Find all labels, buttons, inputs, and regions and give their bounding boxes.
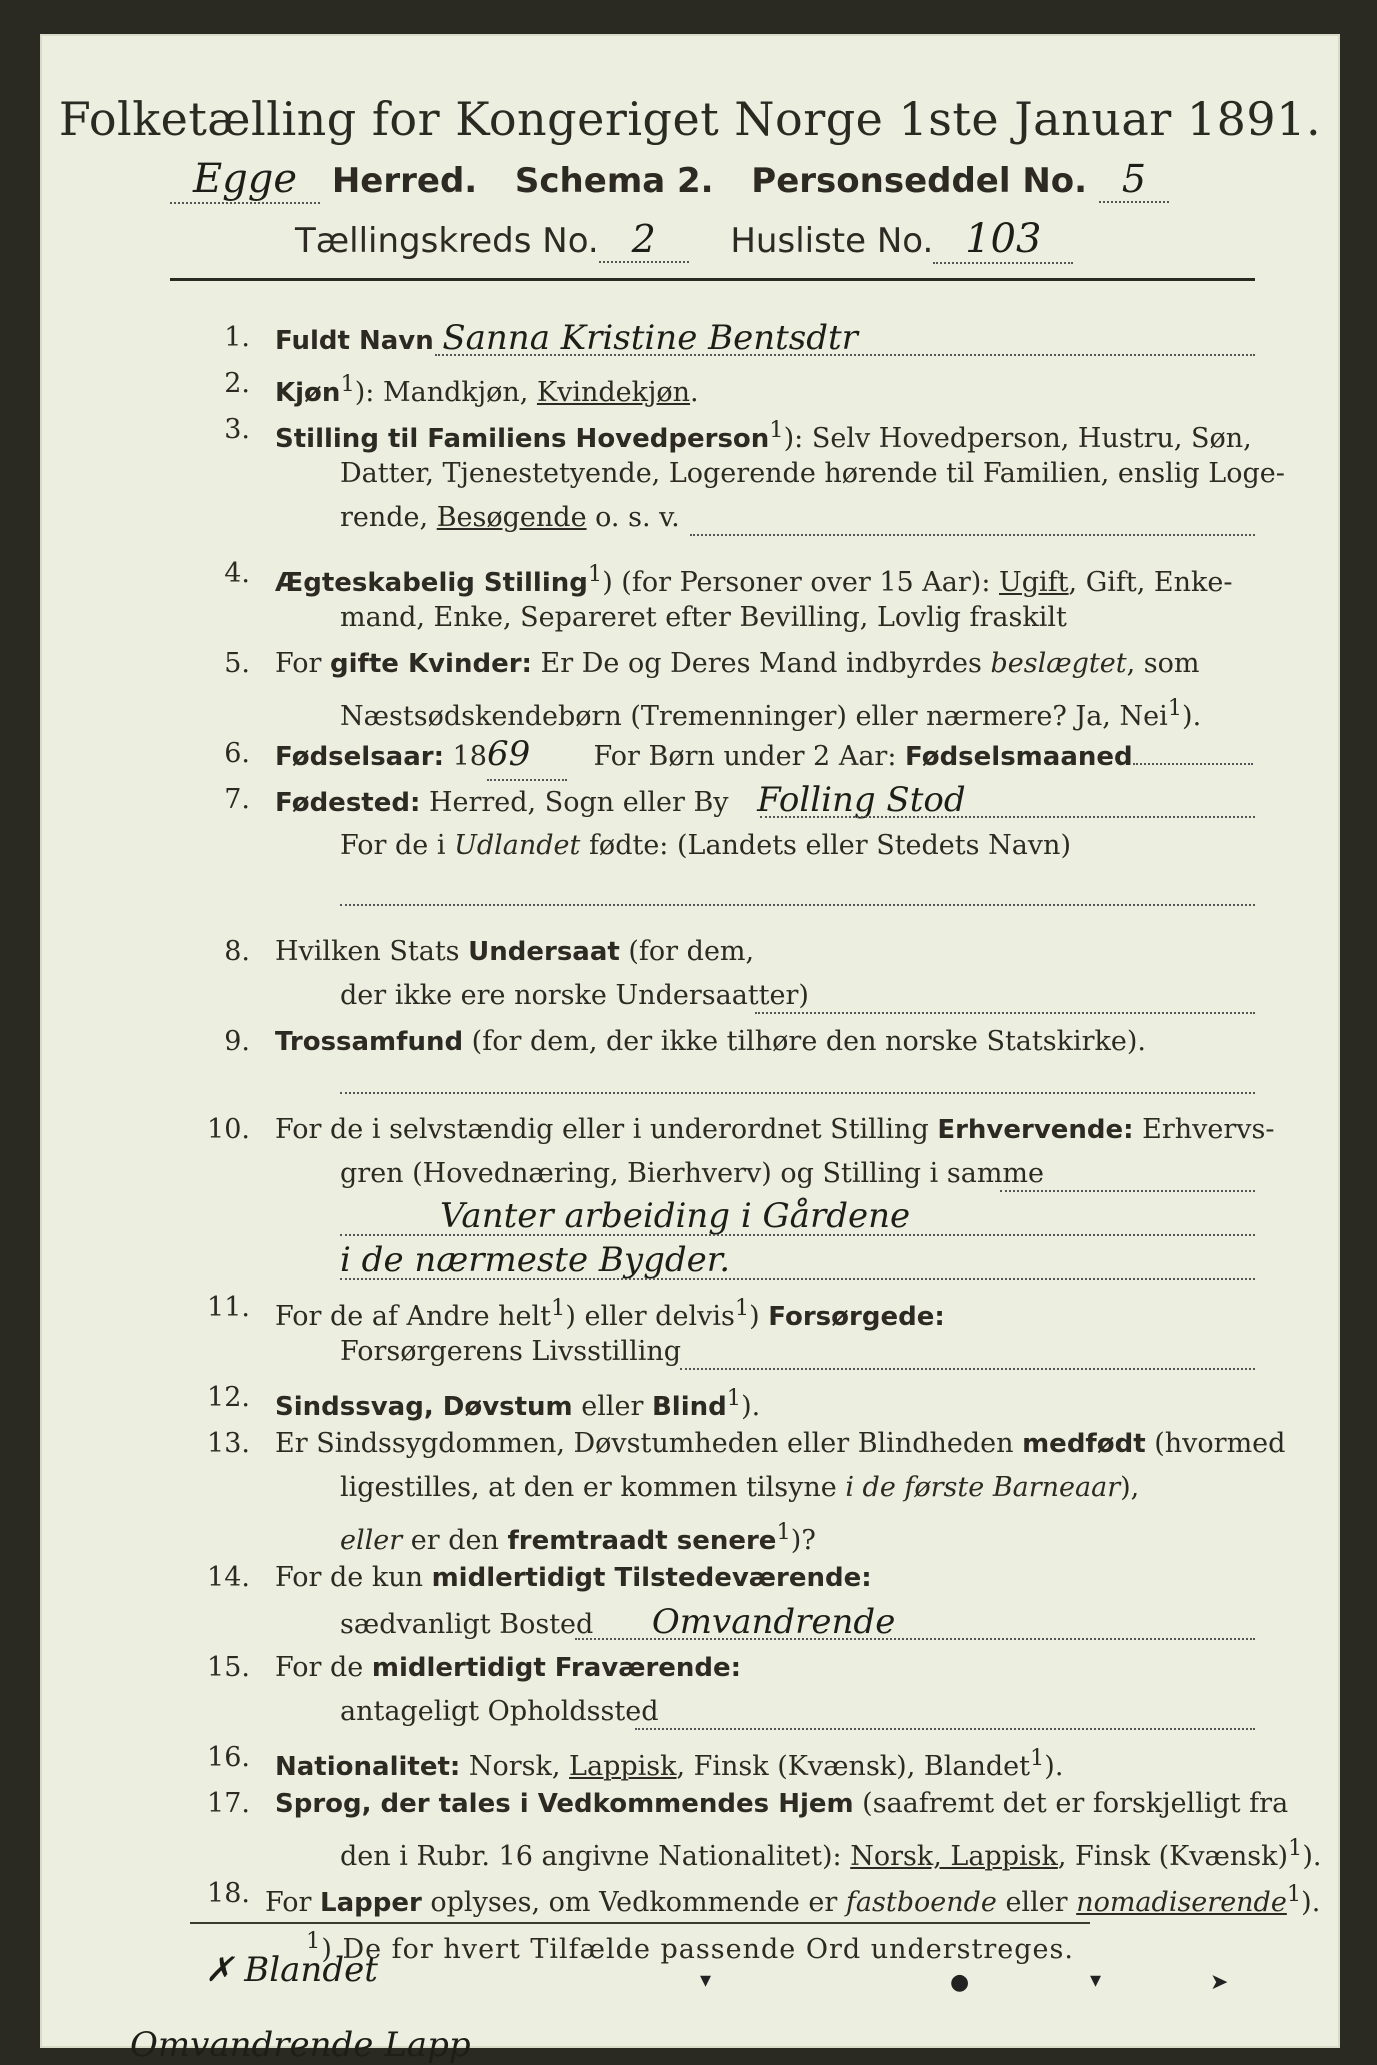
row-number: 10. [207,1114,250,1145]
kreds-label: Tællingskreds No. [295,221,599,261]
field-text: Er De og Deres Mand indbyrdes [531,648,991,679]
handwritten-note-2 [130,2024,471,2065]
selected-answer: Norsk, Lappisk [850,1841,1058,1872]
field-text: Udlandet [454,830,581,861]
personseddel-value: 5 [1121,157,1147,201]
field-text: , Finsk (Kvænsk), Blandet [676,1751,1030,1782]
footnote-text: ) De for hvert Tilfælde passende Ord understreges. [321,1934,1074,1965]
dotted-line [1000,1190,1255,1192]
row-number: 7. [224,784,250,815]
birthplace-value: Folling Stod [757,780,966,820]
selected-answer: Kvindekjøn [536,377,691,408]
row-number: 18. [207,1878,250,1909]
field-text: 18 [444,741,487,772]
field-label: midlertidigt Tilstedeværende: [431,1563,872,1593]
footnote-ref: 1 [340,371,355,397]
field-text: For de af Andre helt [275,1301,552,1332]
field-text: ): Mandkjøn, [354,377,537,408]
personseddel-label: Personseddel No. [751,161,1088,201]
field-text: ). [1302,1841,1322,1872]
occupation-value: i de nærmeste Bygder. [340,1240,731,1280]
field-text: For [275,648,331,679]
field-text: fastboende [845,1887,997,1918]
selected-answer: nomadiserende [1076,1887,1287,1918]
row-number: 17. [207,1788,250,1819]
field-label: Undersaat [468,937,620,967]
field-label: Sindssvag, Døvstum [275,1392,573,1422]
row-number: 8. [224,936,250,967]
footnote-ref: 1 [1167,695,1183,721]
field-text: der ikke ere norske Undersaatter) [340,980,809,1011]
dotted-line [760,816,1255,818]
footnote-rule [190,1922,1090,1924]
field-text: ). [1182,701,1202,732]
row-number: 11. [207,1292,250,1323]
row-number: 14. [207,1562,250,1593]
footnote-ref: 1 [1029,1745,1045,1771]
row-number: 2. [224,368,250,399]
field-text: sædvanligt Bosted [340,1609,594,1640]
selected-answer: Besøgende [436,502,587,533]
dotted-line [635,1728,1255,1730]
husliste-value: 103 [965,216,1042,262]
herred-value: Egge [192,156,298,202]
field-label: Erhvervende: [937,1115,1134,1145]
row-number: 4. [224,558,250,589]
birth-year-value: 69 [486,734,531,774]
dotted-line [340,1092,1255,1094]
form-header-line [170,156,1270,204]
dotted-line [575,1638,1255,1640]
field-text: eller [572,1391,652,1422]
footnote-ref: 1 [769,417,784,443]
field-text: (for dem, [619,936,755,967]
footnote-ref: 1 [587,561,603,587]
row-number: 16. [207,1742,250,1773]
ink-mark: ➤ [1210,1970,1229,1995]
field-label: Forsørgede: [768,1302,945,1332]
field-text: ), [1120,1472,1140,1503]
census-form [40,34,1340,2065]
dotted-line [340,1278,1255,1280]
field-label: Fødested: [275,788,421,818]
ink-mark: ● [950,1970,970,1995]
row-number: 12. [207,1382,250,1413]
field-text: ) [749,1301,769,1332]
field-label: Fødselsmaaned [905,742,1133,772]
extra-note-value: Omvandrende Lapp [130,2025,471,2065]
field-text: i de første Barneaar [845,1472,1121,1503]
field-label: Nationalitet: [275,1752,461,1782]
extra-note-value: Blandet [244,1950,378,1990]
footnote-ref: 1 [776,1519,791,1545]
dotted-line [340,1234,1255,1236]
field-label: Ægteskabelig Stilling [275,568,588,598]
field-text: antageligt Opholdssted [340,1696,659,1727]
field-text: For de kun [275,1562,432,1593]
row-number: 1. [224,322,250,353]
field-text: For Børn under 2 Aar: [593,741,905,772]
row-number: 9. [224,1026,250,1057]
field-text: beslægtet [990,648,1127,679]
field-text: (for dem, der ikke tilhøre den norske Statskirke). [463,1026,1146,1057]
field-text: Hvilken Stats [275,936,469,967]
field-text: Næstsødskendebørn (Tremenninger) eller nærmere? Ja, Nei [340,701,1168,732]
ink-mark: ▾ [700,1968,712,1993]
field-text: (hvormed [1145,1428,1286,1459]
field-text: Er Sindssygdommen, Døvstumheden eller Blindheden [275,1428,1023,1459]
footnote-ref: 1 [1286,1881,1302,1907]
field-label: Fuldt Navn [275,326,434,356]
row-number: 6. [224,738,250,769]
field-text: mand, Enke, Separeret efter Bevilling, Lovlig fraskilt [340,602,1067,633]
husliste-label: Husliste No. [730,221,934,261]
dotted-line [435,354,1255,356]
dotted-line [340,904,1255,906]
row-number: 3. [224,414,250,445]
footnote-ref: 1 [551,1295,566,1321]
field-text: (saafremt det er forskjelligt fra [853,1788,1289,1819]
field-text: ). [1301,1887,1321,1918]
field-text: ): Selv Hovedperson, Hustru, Søn, [783,423,1252,454]
footnote-ref: 1 [1288,1835,1303,1861]
field-label: Lapper [320,1888,422,1918]
field-text: oplyses, om Vedkommende er [421,1887,846,1918]
field-text: fødte: (Landets eller Stedets Navn) [580,830,1071,861]
footnote-ref: 1 [726,1385,742,1411]
field-text: For de [275,1652,372,1683]
field-label: Fødselsaar: [275,742,444,772]
field-text: For de i [340,830,455,861]
field-text: o. s. v. [586,502,680,533]
header-rule [170,278,1255,281]
field-text: Datter, Tjenestetyende, Logerende hørende til Familien, enslig Loge- [340,458,1285,489]
field-label: Kjøn [275,378,341,408]
full-name-value: Sanna Kristine Bentsdtr [442,318,858,358]
field-label: Trossamfund [275,1027,464,1057]
field-label: medfødt [1022,1429,1146,1459]
field-text: gren (Hovednæring, Bierhverv) og Stilling i samme [340,1158,1045,1189]
handwritten-note-1: ✗ Blandet [205,1950,378,1990]
field-label: fremtraadt senere [507,1526,777,1556]
field-text: Erhvervs- [1133,1114,1275,1145]
form-title: Folketælling for Kongeriget Norge 1ste Januar 1891. [58,92,1322,146]
kreds-value: 2 [631,217,656,261]
field-text: den i Rubr. 16 angivne Nationalitet): [340,1841,851,1872]
field-text: , som [1126,648,1200,679]
usual-residence-value: Omvandrende [651,1602,896,1642]
field-text: For [265,1887,321,1918]
ink-mark: ▾ [1090,1968,1102,1993]
field-text: For de i selvstændig eller i underordnet Stilling [275,1114,938,1145]
row-number: 5. [224,648,250,679]
field-label: Sprog, der tales i Vedkommendes Hjem [275,1789,854,1819]
field-text: . [690,377,699,408]
selected-answer: Ugift [999,567,1069,598]
field-label: Blind [651,1392,727,1422]
field-text: )? [790,1525,816,1556]
schema-label: Schema 2. [514,161,714,201]
field-text: rende, [340,502,437,533]
field-text: eller [340,1525,403,1556]
herred-label: Herred. [331,161,478,201]
field-text: ) eller delvis [565,1301,735,1332]
field-text: Herred, Sogn eller By [420,787,729,818]
field-text: ligestilles, at den er kommen tilsyne [340,1472,846,1503]
field-text: Forsørgerens Livsstilling [340,1336,682,1367]
field-label: Stilling til Familiens Hovedperson [275,424,770,454]
occupation-value: Vanter arbeiding i Gårdene [440,1196,911,1236]
dotted-line [680,1368,1255,1370]
dotted-line [690,534,1255,536]
field-text: er den [402,1525,508,1556]
kreds-line [295,216,1255,264]
field-text: Norsk, [460,1751,570,1782]
field-text: ) (for Personer over 15 Aar): [602,567,1000,598]
field-text: eller [996,1887,1077,1918]
dotted-line [755,1012,1255,1014]
row-number: 15. [207,1652,250,1683]
field-label: gifte Kvinder: [330,649,532,679]
field-text: , Finsk (Kvænsk) [1057,1841,1289,1872]
row-number: 13. [207,1428,250,1459]
field-label: midlertidigt Fraværende: [371,1653,742,1683]
footnote-ref: 1 [734,1295,750,1321]
selected-answer: Lappisk [569,1751,677,1782]
field-text: ). [1044,1751,1064,1782]
field-text: ). [741,1391,761,1422]
field-text: , Gift, Enke- [1068,567,1233,598]
footnote-ref: 1 [306,1928,322,1954]
